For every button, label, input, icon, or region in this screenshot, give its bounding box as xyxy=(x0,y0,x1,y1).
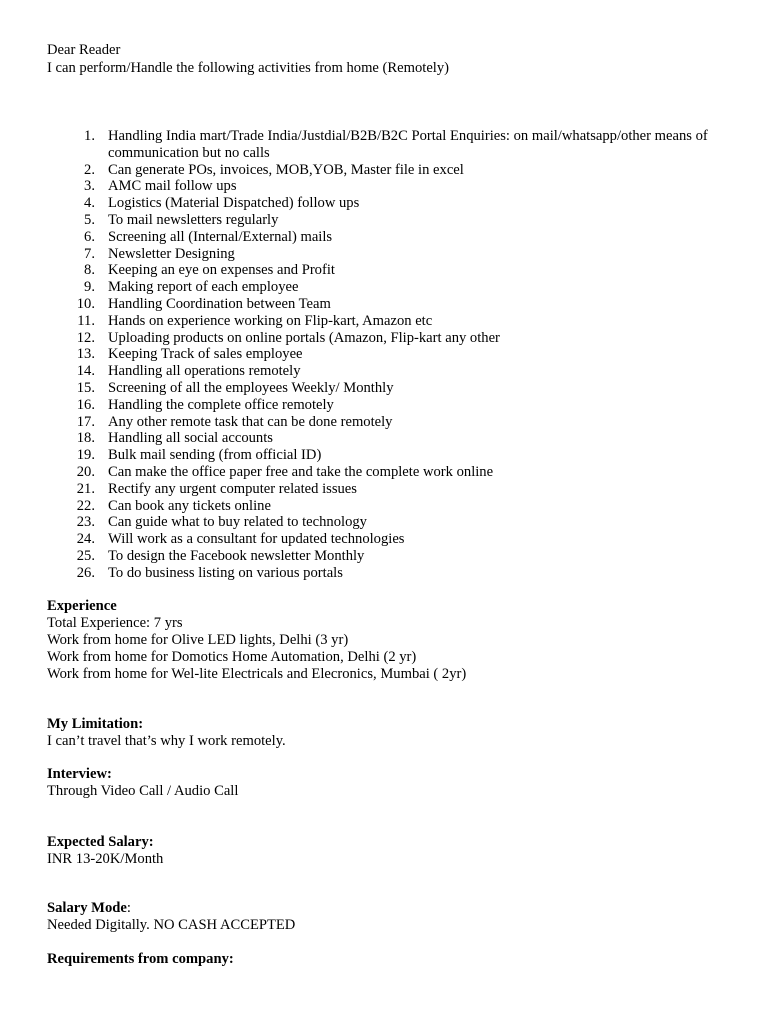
experience-heading: Experience xyxy=(47,598,117,614)
list-item xyxy=(47,346,748,363)
list-item-number: 4. xyxy=(84,195,95,212)
list-item-text: Keeping Track of sales employee xyxy=(108,346,303,363)
salary-heading: Expected Salary: xyxy=(47,834,154,850)
list-item-text: Newsletter Designing xyxy=(108,245,235,262)
experience-job: Work from home for Domotics Home Automation, Delhi (2 yr) xyxy=(47,649,417,665)
salary-text: INR 13-20K/Month xyxy=(47,851,164,867)
greeting: Dear Reader xyxy=(47,42,121,58)
list-item-number: 12. xyxy=(76,329,95,346)
salary-mode-colon: : xyxy=(126,900,131,916)
list-item xyxy=(47,296,748,313)
salary-mode-heading: Salary Mode xyxy=(47,900,127,916)
list-item-text: To mail newsletters regularly xyxy=(108,211,279,228)
list-item-number: 22. xyxy=(76,497,95,514)
list-item-text: Handling Coordination between Team xyxy=(108,295,331,312)
limitation-heading: My Limitation: xyxy=(47,716,144,732)
list-item xyxy=(47,531,748,548)
list-item xyxy=(47,414,748,431)
list-item-number: 24. xyxy=(76,531,95,548)
list-item-number: 20. xyxy=(76,463,95,480)
list-item-number: 25. xyxy=(76,547,95,564)
list-item xyxy=(47,279,748,296)
list-item xyxy=(47,548,748,565)
interview-text: Through Video Call / Audio Call xyxy=(47,783,239,799)
list-item-text: Keeping an eye on expenses and Profit xyxy=(108,262,335,279)
list-item xyxy=(47,128,748,162)
interview-heading: Interview: xyxy=(47,766,112,782)
list-item-number: 11. xyxy=(77,312,95,329)
list-item-number: 6. xyxy=(84,228,95,245)
list-item-text: To do business listing on various portals xyxy=(108,564,343,581)
list-item-text: Handling all operations remotely xyxy=(108,363,301,380)
list-item-number: 23. xyxy=(76,514,95,531)
list-item-text: Rectify any urgent computer related issues xyxy=(108,480,357,497)
list-item-number: 17. xyxy=(76,413,95,430)
list-item-text: Can book any tickets online xyxy=(108,497,271,514)
list-item-text: Can generate POs, invoices, MOB,YOB, Master file in excel xyxy=(108,161,464,178)
list-item-text: Handling all social accounts xyxy=(108,430,273,447)
list-item-text: Handling the complete office remotely xyxy=(108,396,334,413)
list-item-number: 2. xyxy=(84,161,95,178)
list-item-text: Screening of all the employees Weekly/ Monthly xyxy=(108,379,394,396)
list-item-text: AMC mail follow ups xyxy=(108,178,237,195)
list-item xyxy=(47,363,748,380)
list-item-text: Can guide what to buy related to technology xyxy=(108,514,367,531)
list-item-text: Making report of each employee xyxy=(108,279,299,296)
list-item-number: 18. xyxy=(76,430,95,447)
list-item-number: 16. xyxy=(76,396,95,413)
list-item xyxy=(47,330,748,347)
list-item xyxy=(47,162,748,179)
limitation-text: I can’t travel that’s why I work remotely. xyxy=(47,733,286,749)
list-item-number: 10. xyxy=(76,295,95,312)
list-item-number: 1. xyxy=(84,128,95,144)
list-item-text: Can make the office paper free and take the complete work online xyxy=(108,463,494,480)
list-item xyxy=(47,447,748,464)
salary-mode-heading-line xyxy=(47,900,131,917)
experience-job: Work from home for Wel-lite Electricals and Elecronics, Mumbai ( 2yr) xyxy=(47,666,467,682)
list-item-number: 7. xyxy=(84,245,95,262)
list-item xyxy=(47,464,748,481)
list-item xyxy=(47,229,748,246)
total-experience: Total Experience: 7 yrs xyxy=(47,615,183,631)
list-item-number: 26. xyxy=(76,564,95,581)
list-item-number: 9. xyxy=(84,279,95,296)
list-item-number: 14. xyxy=(76,363,95,380)
list-item xyxy=(47,481,748,498)
list-item-number: 5. xyxy=(84,211,95,228)
list-item xyxy=(47,195,748,212)
list-item xyxy=(47,262,748,279)
list-item-text: Handling India mart/Trade India/Justdial/B2B/B2C Portal Enquiries: on mail/whatsapp/other means of communication but no calls xyxy=(108,128,708,161)
list-item-number: 19. xyxy=(76,447,95,464)
list-item xyxy=(47,212,748,229)
list-item xyxy=(47,514,748,531)
list-item-text: Bulk mail sending (from official ID) xyxy=(108,447,322,464)
list-item-text: Screening all (Internal/External) mails xyxy=(108,228,333,245)
list-item-text: Logistics (Material Dispatched) follow ups xyxy=(108,195,360,212)
list-item xyxy=(47,430,748,447)
list-item xyxy=(47,313,748,330)
list-item xyxy=(47,178,748,195)
list-item xyxy=(47,498,748,515)
list-item xyxy=(47,380,748,397)
list-item-text: To design the Facebook newsletter Monthly xyxy=(108,547,365,564)
list-item-text: Will work as a consultant for updated technologies xyxy=(108,531,405,548)
list-item-number: 3. xyxy=(84,178,95,195)
list-item xyxy=(47,246,748,263)
intro-text: I can perform/Handle the following activities from home (Remotely) xyxy=(47,60,450,76)
activities-list xyxy=(47,128,748,582)
salary-mode-text: Needed Digitally. NO CASH ACCEPTED xyxy=(47,917,296,933)
list-item-text: Hands on experience working on Flip-kart, Amazon etc xyxy=(108,312,433,329)
list-item-number: 13. xyxy=(76,346,95,363)
list-item-number: 21. xyxy=(76,480,95,497)
list-item-number: 8. xyxy=(84,262,95,279)
list-item-number: 15. xyxy=(76,379,95,396)
list-item-text: Any other remote task that can be done remotely xyxy=(108,413,393,430)
list-item xyxy=(47,565,748,582)
list-item xyxy=(47,397,748,414)
experience-job: Work from home for Olive LED lights, Delhi (3 yr) xyxy=(47,632,349,648)
requirements-heading: Requirements from company: xyxy=(47,951,234,967)
list-item-text: Uploading products on online portals (Amazon, Flip-kart any other xyxy=(108,329,500,346)
